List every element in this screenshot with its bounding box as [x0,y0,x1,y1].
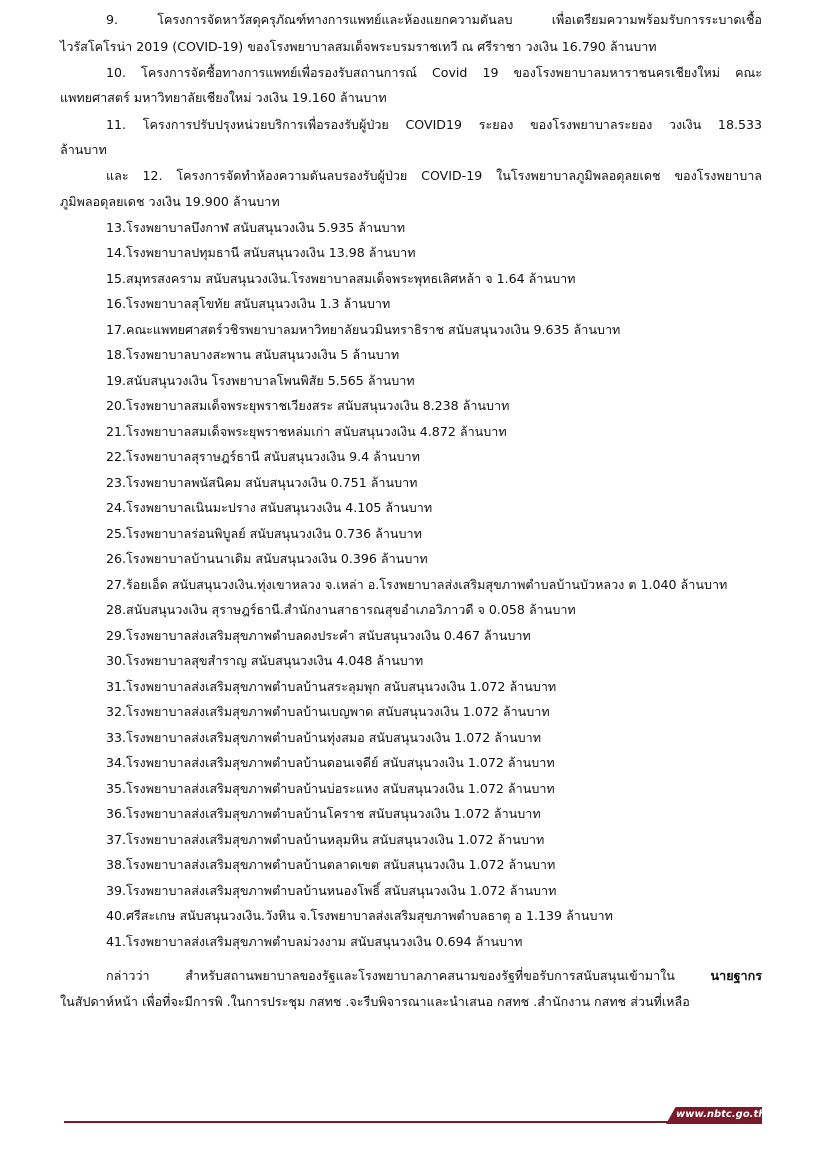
closing-text: กล่าวว่า สำหรับสถานพยาบาลของรัฐและโรงพยาบาลภาคสนามของรัฐที่ขอรับการสนับสนุนเข้ามาใน [106,968,711,983]
list-item: 41.โรงพยาบาลส่งเสริมสุขภาพตำบลม่วงงาม สนับสนุนวงเงิน 0.694 ล้านบาท [106,934,523,949]
item-9-line-2: ไวรัสโคโรน่า 2019 (COVID-19) ของโรงพยาบาลสมเด็จพระบรมราชเทวี ณ ศรีราชา วงเงิน 16.790 ล้านบาท [60,39,657,54]
list-item: 26.โรงพยาบาลบ้านนาเดิม สนับสนุนวงเงิน 0.396 ล้านบาท [106,551,428,566]
list-item: 23.โรงพยาบาลพนัสนิคม สนับสนุนวงเงิน 0.751 ล้านบาท [106,475,418,490]
closing-line-2: ในสัปดาห์หน้า เพื่อที่จะมีการพิ .ในการประชุม กสทช .จะรีบพิจารณาและนำเสนอ กสทช .สำนักงาน กสทช ส่วนที่เหลือ [60,994,690,1009]
list-item: 19.สนับสนุนวงเงิน โรงพยาบาลโพนพิสัย 5.565 ล้านบาท [106,373,415,388]
list-item: 33.โรงพยาบาลส่งเสริมสุขภาพตำบลบ้านทุ่งสมอ สนับสนุนวงเงิน 1.072 ล้านบาท [106,730,542,745]
person-name: นายฐากร [710,968,762,983]
list-item: 30.โรงพยาบาลสุขสำราญ สนับสนุนวงเงิน 4.048 ล้านบาท [106,653,424,668]
list-item: 18.โรงพยาบาลบางสะพาน สนับสนุนวงเงิน 5 ล้านบาท [106,347,400,362]
list-item: 24.โรงพยาบาลเนินมะปราง สนับสนุนวงเงิน 4.105 ล้านบาท [106,500,433,515]
list-item: 14.โรงพยาบาลปทุมธานี สนับสนุนวงเงิน 13.98 ล้านบาท [106,245,416,260]
list-item: 20.โรงพยาบาลสมเด็จพระยุพราชเวียงสระ สนับสนุนวงเงิน 8.238 ล้านบาท [106,398,510,413]
footer-rule [64,1121,762,1123]
list-item: 25.โรงพยาบาลร่อนพิบูลย์ สนับสนุนวงเงิน 0.736 ล้านบาท [106,526,422,541]
list-item: 21.โรงพยาบาลสมเด็จพระยุพราชหล่มเก่า สนับสนุนวงเงิน 4.872 ล้านบาท [106,424,507,439]
item-11-line-2: ล้านบาท [60,142,107,157]
list-item: 34.โรงพยาบาลส่งเสริมสุขภาพตำบลบ้านดอนเจดีย์ สนับสนุนวงเงิน 1.072 ล้านบาท [106,755,555,770]
item-10-line-2: แพทยศาสตร์ มหาวิทยาลัยเชียงใหม่ วงเงิน 19.160 ล้านบาท [60,90,387,105]
list-item: 40.ศรีสะเกษ สนับสนุนวงเงิน.วังหิน จ.โรงพยาบาลส่งเสริมสุขภาพตำบลธาตุ อ 1.139 ล้านบาท [106,908,613,923]
closing-line-1 [106,968,762,984]
list-item: 29.โรงพยาบาลส่งเสริมสุขภาพตำบลดงประคำ สนับสนุนวงเงิน 0.467 ล้านบาท [106,628,531,643]
list-item: 38.โรงพยาบาลส่งเสริมสุขภาพตำบลบ้านตลาดเขต สนับสนุนวงเงิน 1.072 ล้านบาท [106,857,556,872]
list-item: 39.โรงพยาบาลส่งเสริมสุขภาพตำบลบ้านหนองโพธิ์ สนับสนุนวงเงิน 1.072 ล้านบาท [106,883,557,898]
item-12-line-1: และ 12. โครงการจัดทำห้องความดันลบรองรับผู้ป่วย COVID-19 ในโรงพยาบาลภูมิพลอดุลยเดช ของโรงพยาบาล [106,168,762,183]
list-item: 37.โรงพยาบาลส่งเสริมสุขภาพตำบลบ้านหลุมหิน สนับสนุนวงเงิน 1.072 ล้านบาท [106,832,545,847]
footer-url[interactable]: www.nbtc.go.th [676,1109,766,1120]
item-10-line-1: 10. โครงการจัดซื้อทางการแพทย์เพื่อรองรับสถานการณ์ Covid 19 ของโรงพยาบาลมหาราชนครเชียงใหม่ คณะ [106,65,762,80]
list-item: 22.โรงพยาบาลสุราษฎร์ธานี สนับสนุนวงเงิน 9.4 ล้านบาท [106,449,420,464]
list-item: 16.โรงพยาบาลสุโขทัย สนับสนุนวงเงิน 1.3 ล้านบาท [106,296,391,311]
item-12-line-2: ภูมิพลอดุลยเดช วงเงิน 19.900 ล้านบาท [60,194,280,209]
list-item: 36.โรงพยาบาลส่งเสริมสุขภาพตำบลบ้านโคราช สนับสนุนวงเงิน 1.072 ล้านบาท [106,806,541,821]
list-item: 13.โรงพยาบาลบึงกาฬ สนับสนุนวงเงิน 5.935 ล้านบาท [106,220,405,235]
item-9-line-1: 9. โครงการจัดหาวัสดุครุภัณฑ์ทางการแพทย์และห้องแยกความดันลบ เพื่อเตรียมความพร้อมรับการระบาดเชื้อ [106,12,762,27]
list-item: 28.สนับสนุนวงเงิน สุราษฎร์ธานี.สำนักงานสาธารณสุขอำเภอวิภาวดี จ 0.058 ล้านบาท [106,602,576,617]
list-item: 32.โรงพยาบาลส่งเสริมสุขภาพตำบลบ้านเบญพาด สนับสนุนวงเงิน 1.072 ล้านบาท [106,704,550,719]
list-item: 27.ร้อยเอ็ด สนับสนุนวงเงิน.ทุ่งเขาหลวง จ.เหล่า อ.โรงพยาบาลส่งเสริมสุขภาพตำบลบ้านบัวหลวง ต 1.040 ล้านบาท [106,577,728,592]
item-11-line-1: 11. โครงการปรับปรุงหน่วยบริการเพื่อรองรับผู้ป่วย COVID19 ระยอง ของโรงพยาบาลระยอง วงเงิน 18.533 [106,117,762,132]
list-item: 31.โรงพยาบาลส่งเสริมสุขภาพตำบลบ้านสระลุมพุก สนับสนุนวงเงิน 1.072 ล้านบาท [106,679,557,694]
list-item: 17.คณะแพทยศาสตร์วชิรพยาบาลมหาวิทยาลัยนวมินทราธิราช สนับสนุนวงเงิน 9.635 ล้านบาท [106,322,621,337]
list-item: 35.โรงพยาบาลส่งเสริมสุขภาพตำบลบ้านบ่อระแหง สนับสนุนวงเงิน 1.072 ล้านบาท [106,781,555,796]
list-item: 15.สมุทรสงคราม สนับสนุนวงเงิน.โรงพยาบาลสมเด็จพระพุทธเลิศหล้า จ 1.64 ล้านบาท [106,271,576,286]
